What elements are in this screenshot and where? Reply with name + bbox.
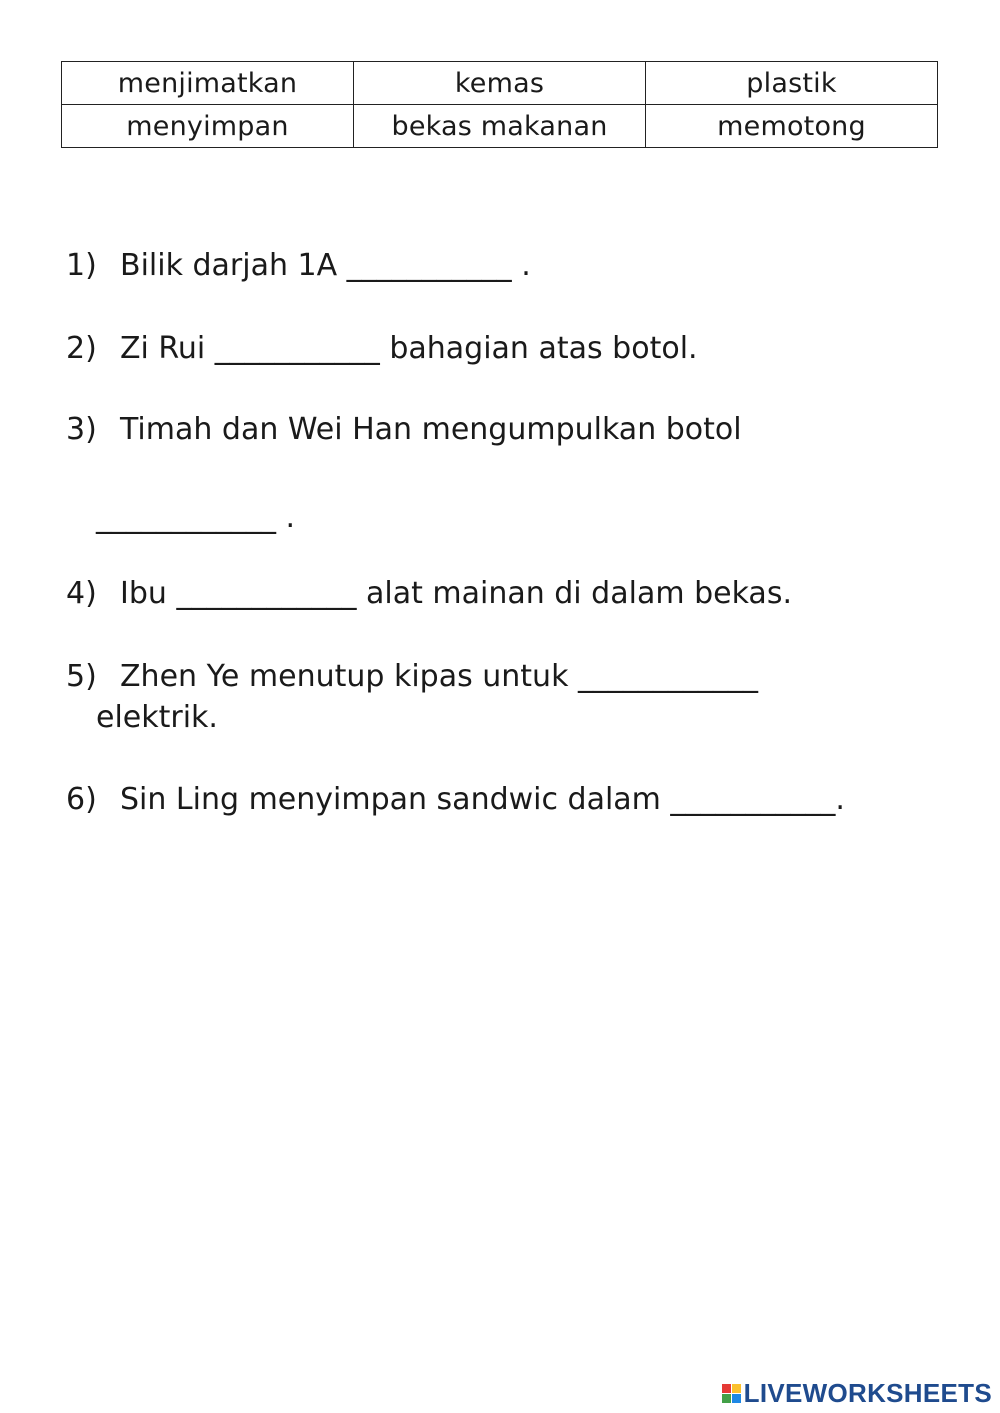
question-3	[66, 412, 742, 448]
word-bank-cell: memotong	[646, 105, 938, 148]
word-bank-cell: menyimpan	[62, 105, 354, 148]
question-6	[66, 782, 845, 818]
question-5	[66, 659, 758, 695]
liveworksheets-logo	[722, 1379, 992, 1407]
word-bank-table	[61, 61, 938, 148]
word-bank-row	[62, 105, 938, 148]
word-bank-cell: kemas	[354, 62, 646, 105]
question-text: Sin Ling menyimpan sandwic dalam ___________.	[120, 782, 845, 817]
word-bank-cell: plastik	[646, 62, 938, 105]
question-number: 5)	[66, 659, 97, 694]
word-bank-cell: bekas makanan	[354, 105, 646, 148]
word-bank-row	[62, 62, 938, 105]
brand-text: LIVEWORKSHEETS	[743, 1377, 992, 1408]
question-4	[66, 576, 792, 612]
question-text: Ibu ____________ alat mainan di dalam bekas.	[120, 576, 792, 611]
question-number: 2)	[66, 331, 97, 366]
question-number: 3)	[66, 412, 97, 447]
question-text: Zhen Ye menutup kipas untuk ____________	[120, 659, 758, 694]
question-text: Timah dan Wei Han mengumpulkan botol	[120, 412, 742, 447]
liveworksheets-mark-icon	[722, 1384, 741, 1403]
question-1	[66, 248, 531, 284]
question-number: 1)	[66, 248, 97, 283]
question-text: Bilik darjah 1A ___________ .	[120, 248, 531, 283]
question-number: 6)	[66, 782, 97, 817]
question-2	[66, 331, 698, 367]
question-5-continuation: elektrik.	[96, 700, 218, 735]
question-text: Zi Rui ___________ bahagian atas botol.	[120, 331, 698, 366]
word-bank-cell: menjimatkan	[62, 62, 354, 105]
question-number: 4)	[66, 576, 97, 611]
question-3-continuation: ____________ .	[96, 500, 296, 535]
